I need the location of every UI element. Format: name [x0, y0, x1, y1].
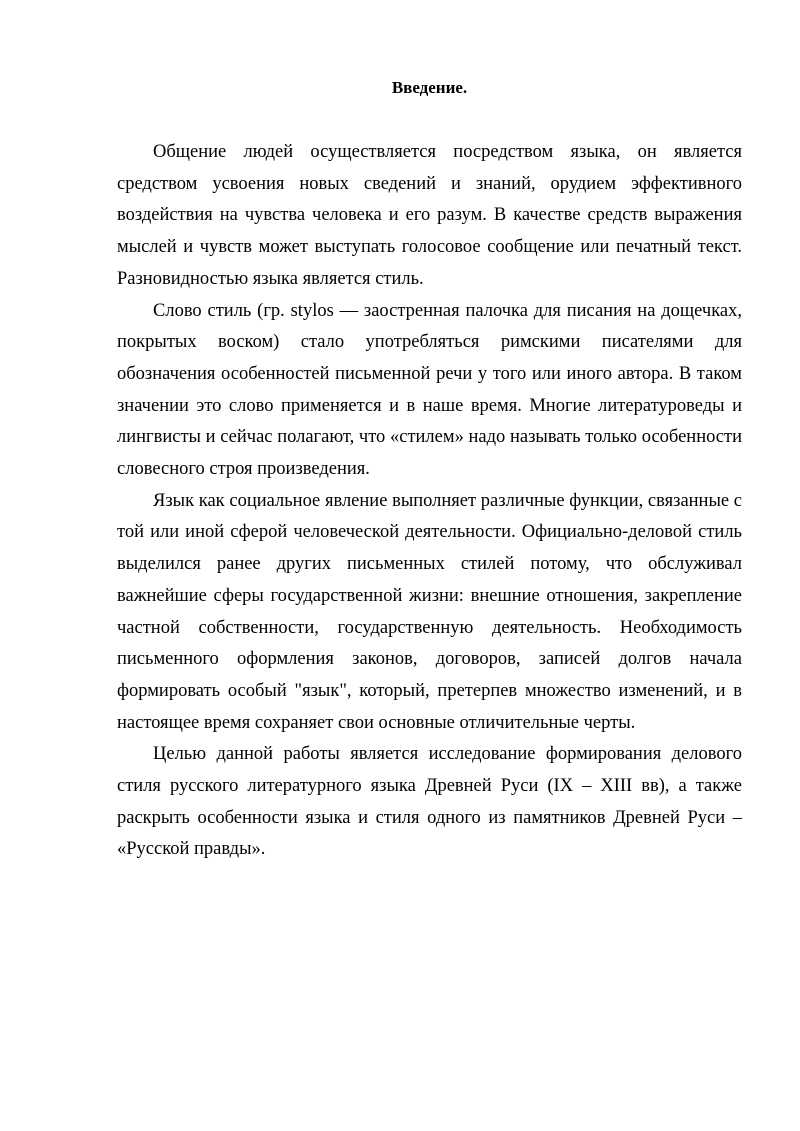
paragraph-4: Целью данной работы является исследование формирования делового стиля русского литературного языка Древней Руси (IX – XIII вв), а также раскрыть особенности языка и стиля одного из памятников Древней Руси – «Русской правды». — [117, 744, 742, 860]
document-title: Введение. — [391, 78, 468, 97]
paragraph-1: Общение людей осуществляется посредством языка, он является средством усвоения новых сведений и знаний, орудием эффективного воздействия на чувства человека и его разум. В качестве средств выражения мыслей и чувств может выступать голосовое сообщение или печатный текст. Разновидностью языка является стиль. — [117, 142, 742, 289]
paragraph-2: Слово стиль (гр. stylos — заостренная палочка для писания на дощечках, покрытых воском) стало употребляться римскими писателями для обозначения особенностей письменной речи у того или иного автора. В таком значении это слово применяется и в наше время. Многие литературоведы и лингвисты и сейчас полагают, что «стилем» надо называть только особенности словесного строя произведения. — [117, 300, 742, 480]
document-body — [117, 137, 742, 866]
paragraph-3: Язык как социальное явление выполняет различные функции, связанные с той или иной сферой человеческой деятельности. Официально-деловой стиль выделился ранее других письменных стилей потому, что обслуживал важнейшие сферы государственной жизни: внешние отношения, закрепление частной собственности, государственную деятельность. Необходимость письменного оформления законов, договоров, записей долгов начала формировать особый "язык", который, претерпев множество изменений, и в настоящее время сохраняет свои основные отличительные черты. — [117, 490, 742, 733]
